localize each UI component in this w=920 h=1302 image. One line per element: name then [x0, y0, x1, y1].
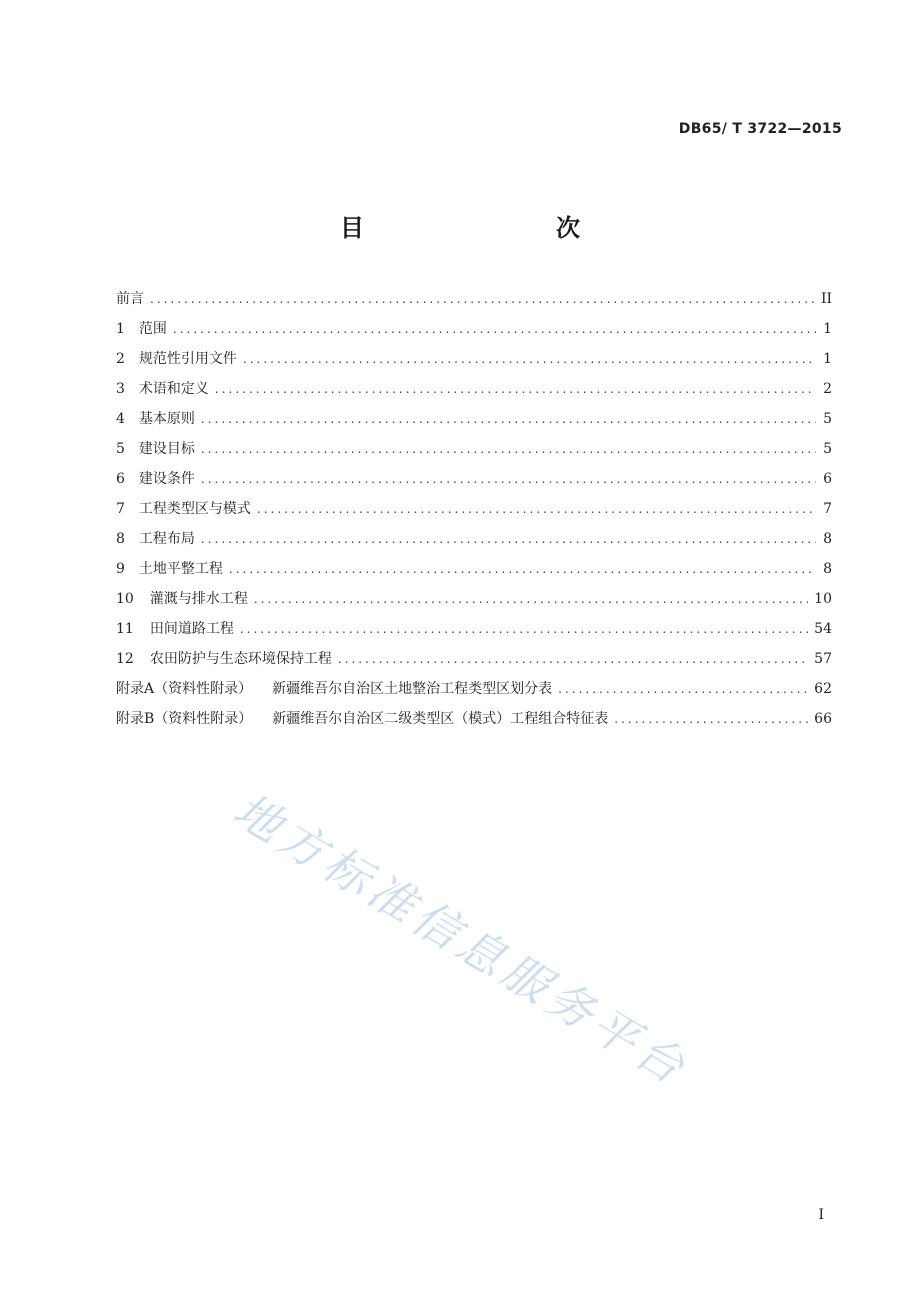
- toc-entry-number: 9: [116, 561, 125, 577]
- toc-title: 目 次: [340, 214, 628, 242]
- toc-entry-label: 农田防护与生态环境保持工程: [149, 651, 332, 667]
- toc-entry-number: 附录A（资料性附录）: [116, 681, 253, 697]
- toc-entry-11[interactable]: [116, 614, 832, 644]
- toc-entry-number: 12: [116, 651, 134, 667]
- toc-entry-page: 57: [814, 651, 832, 667]
- toc-leader-dots: [215, 374, 816, 404]
- toc-entry-foreword[interactable]: [116, 284, 832, 314]
- toc-entry-label: 基本原则: [138, 411, 195, 427]
- toc-entry-page: 1: [823, 321, 832, 337]
- toc-entry-9[interactable]: [116, 554, 832, 584]
- toc-entry-page: 2: [823, 381, 832, 397]
- toc-entry-label: 范围: [138, 321, 167, 337]
- toc-leader-dots: [558, 674, 808, 704]
- toc-entry-page: 62: [814, 681, 832, 697]
- toc-leader-dots: [257, 494, 816, 524]
- toc-entry-label: 灌溉与排水工程: [149, 591, 248, 607]
- toc-entry-page: 10: [814, 591, 832, 607]
- toc-leader-dots: [173, 314, 816, 344]
- toc-entry-label: 前言: [116, 291, 144, 307]
- toc-entry-6[interactable]: [116, 464, 832, 494]
- page-number: I: [818, 1207, 824, 1223]
- toc-leader-dots: [150, 284, 815, 314]
- toc-entry-page: 5: [823, 441, 832, 457]
- toc-leader-dots: [229, 554, 816, 584]
- toc-entry-label: 建设条件: [138, 471, 195, 487]
- toc-entry-1[interactable]: [116, 314, 832, 344]
- toc-entry-page: 8: [823, 561, 832, 577]
- toc-entry-4[interactable]: [116, 404, 832, 434]
- toc-entry-number: 6: [116, 471, 125, 487]
- toc-entry-7[interactable]: [116, 494, 832, 524]
- toc-entry-5[interactable]: [116, 434, 832, 464]
- toc-entry-label: 规范性引用文件: [138, 351, 237, 367]
- toc-entry-page: II: [820, 291, 832, 307]
- toc-entry-10[interactable]: [116, 584, 832, 614]
- toc-entry-number: 8: [116, 531, 125, 547]
- toc-leader-dots: [254, 584, 808, 614]
- toc-entry-number: 4: [116, 411, 125, 427]
- toc-entry-number: 7: [116, 501, 125, 517]
- toc-entry-label: 土地平整工程: [138, 561, 223, 577]
- toc-entry-number: 5: [116, 441, 125, 457]
- toc-entry-page: 54: [814, 621, 832, 637]
- toc-leader-dots: [338, 644, 808, 674]
- toc-entry-page: 6: [823, 471, 832, 487]
- toc-entry-2[interactable]: [116, 344, 832, 374]
- toc-entry-3[interactable]: [116, 374, 832, 404]
- toc-entry-label: 工程类型区与模式: [138, 501, 251, 517]
- toc-entry-label: 新疆维吾尔自治区土地整治工程类型区划分表: [272, 681, 553, 697]
- toc-leader-dots: [201, 434, 816, 464]
- toc-entry-label: 工程布局: [138, 531, 195, 547]
- toc-entry-page: 5: [823, 411, 832, 427]
- watermark: 地方标准信息服务平台: [224, 782, 699, 1097]
- toc-leader-dots: [201, 404, 816, 434]
- toc-entry-page: 1: [823, 351, 832, 367]
- toc-entry-number: 1: [116, 321, 125, 337]
- toc-entry-label: 建设目标: [138, 441, 195, 457]
- toc-leader-dots: [243, 344, 816, 374]
- toc-entry-number: 附录B（资料性附录）: [116, 711, 253, 727]
- toc-leader-dots: [614, 704, 808, 734]
- toc-entry-appendix-b[interactable]: [116, 704, 832, 734]
- toc-entry-page: 7: [823, 501, 832, 517]
- toc-entry-number: 10: [116, 591, 134, 607]
- toc-entry-label: 术语和定义: [138, 381, 209, 397]
- toc-leader-dots: [240, 614, 808, 644]
- toc-entry-8[interactable]: [116, 524, 832, 554]
- toc-leader-dots: [201, 464, 816, 494]
- table-of-contents: [116, 284, 832, 734]
- toc-entry-number: 3: [116, 381, 125, 397]
- toc-entry-label: 新疆维吾尔自治区二级类型区（模式）工程组合特征表: [272, 711, 609, 727]
- toc-entry-label: 田间道路工程: [149, 621, 234, 637]
- toc-entry-12[interactable]: [116, 644, 832, 674]
- toc-entry-page: 8: [823, 531, 832, 547]
- toc-entry-number: 2: [116, 351, 125, 367]
- toc-leader-dots: [201, 524, 816, 554]
- document-code: DB65/ T 3722—2015: [678, 121, 842, 137]
- toc-entry-number: 11: [116, 621, 134, 637]
- toc-entry-page: 66: [814, 711, 832, 727]
- toc-entry-appendix-a[interactable]: [116, 674, 832, 704]
